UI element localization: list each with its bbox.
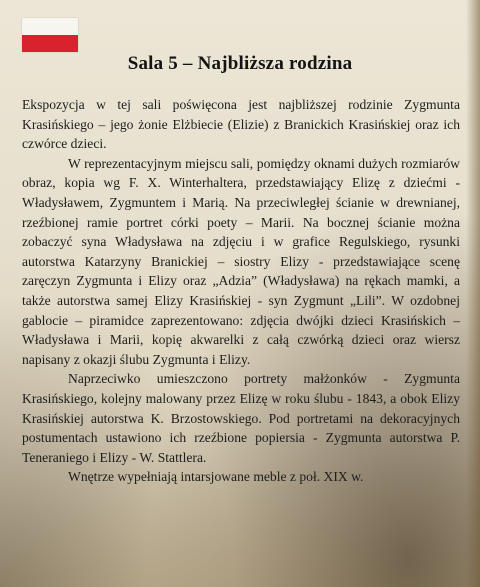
polish-flag-icon <box>22 18 78 52</box>
paragraph-portraits: Naprzeciwko umieszczono portrety małżonków - Zygmunta Krasińskiego, kolejny malowany przez Elizę w roku ślubu - 1843, a obok Elizy Krasińskiej autorstwa K. Brzostowskiego. Pod portretami na dekoracyjnych postumentach ustawiono ich rzeźbione popiersia - Zygmunta autorstwa P. Teneraniego i Elizy - W. Stattlera. <box>22 371 460 465</box>
paragraph-room-description: W reprezentacyjnym miejscu sali, pomiędzy oknami dużych rozmiarów obraz, kopia wg F. X. Winterhaltera, przedstawiający Elizę z dziećmi - Władysławem, Zygmuntem i Marią. Na przeciwległej ścianie w drewnianej, rzeźbionej ramie portret córki poety – Marii. Na bocznej ścianie można zobaczyć syna Władysława na zdjęciu i w grafice Regulskiego, rysunki autorstwa Katarzyny Branickiej – siostry Elizy - przedstawiające scenę zaręczyn Zygmunta i Elizy oraz „Adzia” (Władysława) na rękach mamki, a także autorstwa samej Elizy Krasińskiej - syn Zygmunt „Lili”. W ozdobnej gablocie – piramidce zaprezentowano: zdjęcia dwójki dzieci Krasińskich – Władysława i Marii, kopię akwarelki z całą czwórką dzieci oraz wiersz napisany z okazji ślubu Zygmunta i Elizy. <box>22 155 460 367</box>
placard-title: Sala 5 – Najbliższa rodzina <box>127 53 353 74</box>
placard-shadow-edge <box>466 0 480 587</box>
flag-white-stripe <box>22 18 78 35</box>
placard-body <box>22 95 460 487</box>
paragraph-intro: Ekspozycja w tej sali poświęcona jest najbliższej rodzinie Zygmunta Krasińskiego – jego żonie Elżbiecie (Elizie) z Branickich Krasińskiej oraz ich czwórce dzieci. <box>22 97 460 152</box>
flag-red-stripe <box>22 35 78 52</box>
paragraph-furniture: Wnętrze wypełniają intarsjowane meble z poł. XIX w. <box>68 469 364 485</box>
